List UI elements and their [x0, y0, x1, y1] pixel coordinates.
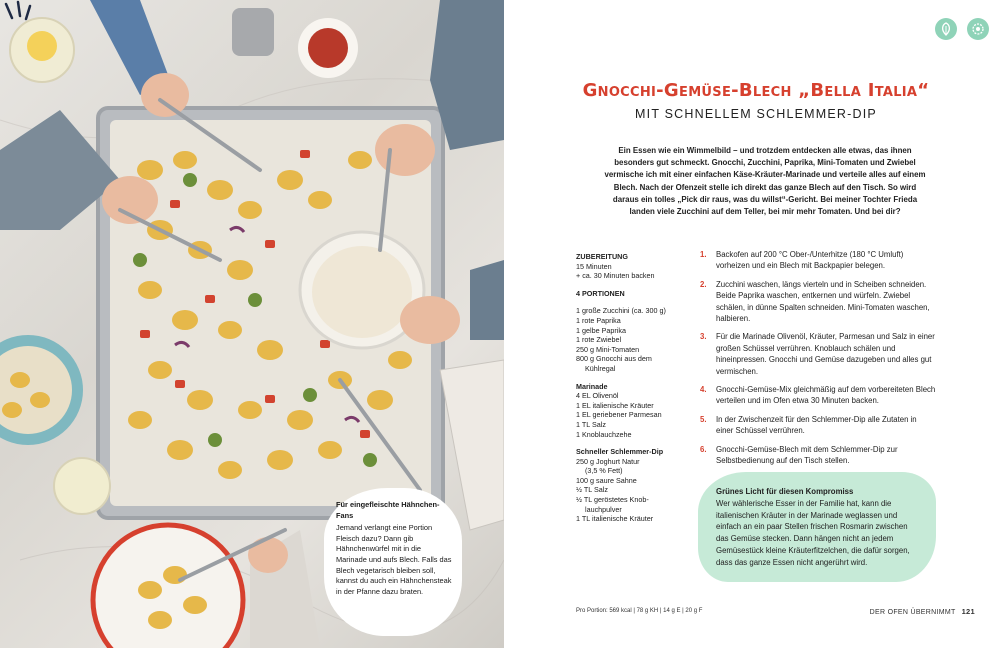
tip-box-title: Grünes Licht für diesen Kompromiss — [716, 487, 854, 496]
step-item — [700, 414, 936, 437]
step-text: Für die Marinade Olivenöl, Kräuter, Parmesan und Salz in einer großen Schüssel verrühren. Knoblauch schälen und hineinpressen. Gnocchi und Gemüse dazugeben und alles gut vermischen. — [716, 332, 935, 376]
ingredient-item: 1 rote Paprika — [576, 315, 621, 325]
vegetarian-leaf-icon — [935, 18, 957, 40]
pepper-grinder — [232, 8, 274, 56]
dip-item-cont: lauchpulver — [585, 504, 622, 514]
step-item — [700, 444, 936, 467]
dip-item: ½ TL Salz — [576, 485, 608, 495]
step-text: Gnocchi-Gemüse-Mix gleichmäßig auf dem vorbereiteten Blech verteilen und im Ofen etwa 30 Minuten backen. — [716, 385, 936, 406]
marinade-label: Marinade — [576, 381, 608, 391]
ingredients-column — [576, 252, 696, 524]
step-number: 5. — [700, 414, 707, 424]
step-text: In der Zwischenzeit für den Schlemmer-Dip alle Zutaten in einer Schüssel verrühren. — [716, 414, 917, 436]
stamp-icon — [967, 18, 989, 40]
step-number: 3. — [700, 332, 707, 342]
marinade-item: 1 Knoblauchzehe — [576, 429, 632, 439]
portions-label: 4 PORTIONEN — [576, 288, 625, 298]
ingredient-item: 1 gelbe Paprika — [576, 325, 626, 335]
ingredient-item: 1 rote Zwiebel — [576, 335, 622, 345]
glass-bottom — [54, 458, 110, 514]
step-number: 2. — [700, 279, 707, 289]
steps-list — [700, 249, 936, 474]
dip-item: 250 g Joghurt Natur — [576, 456, 640, 466]
prep-time: 15 Minuten — [576, 261, 612, 271]
dip-item: 1 TL italienische Kräuter — [576, 514, 654, 524]
step-text: Zucchini waschen, längs vierteln und in Scheiben schneiden. Beide Paprika waschen, entkernen und würfeln. Zwiebel schälen, in dünne Spalten schneiden. Mini-Tomaten waschen, halbieren. — [716, 279, 930, 324]
recipe-title: Gnocchi-Gemüse-Blech „Bella Italia“ — [582, 80, 930, 101]
tip-bubble — [324, 488, 462, 636]
tip-bubble-text: Jemand verlangt eine Portion Fleisch dazu? Dann gib Hähnchenwürfel mit in die Marinade und aufs Blech. Falls das Blech vegetarisch bleiben soll, kannst du auch ein Hähnchensteak in der Pfanne dazu braten. — [336, 523, 452, 596]
step-item — [700, 384, 936, 407]
dip-item: 100 g saure Sahne — [576, 475, 637, 485]
page-number: 121 — [961, 607, 975, 616]
tip-bubble-title: Für eingefleischte Hähnchen-Fans — [336, 500, 440, 520]
ingredient-item: 800 g Gnocchi aus dem — [576, 354, 652, 364]
step-number: 6. — [700, 444, 707, 454]
tip-box — [698, 472, 936, 582]
dip-item-cont: (3,5 % Fett) — [585, 466, 623, 476]
recipe-page — [504, 0, 1008, 648]
step-item — [700, 249, 936, 272]
plate-bottom — [93, 525, 243, 648]
ingredient-item-cont: Kühlregal — [585, 363, 616, 373]
nutrition-info: Pro Portion: 569 kcal | 78 g KH | 14 g E | 20 g F — [576, 608, 703, 614]
recipe-subtitle: MIT SCHNELLEM SCHLEMMER-DIP — [635, 107, 877, 121]
dip-item: ½ TL geröstetes Knob- — [576, 495, 649, 505]
step-number: 4. — [700, 385, 707, 395]
accent-marks-icon — [0, 0, 40, 30]
step-item — [700, 279, 936, 325]
step-item — [700, 331, 936, 377]
step-number: 1. — [700, 250, 707, 259]
ingredient-item: 250 g Mini-Tomaten — [576, 344, 640, 354]
arm-right — [470, 260, 504, 340]
marinade-item: 1 EL geriebener Parmesan — [576, 410, 662, 420]
page-footer — [870, 607, 975, 616]
prep-label: ZUBEREITUNG — [576, 252, 628, 261]
section-title: DER OFEN ÜBERNIMMT — [869, 609, 956, 616]
bake-time: + ca. 30 Minuten backen — [576, 271, 655, 281]
marinade-item: 4 EL Olivenöl — [576, 391, 619, 401]
dip-label: Schneller Schlemmer-Dip — [576, 447, 664, 457]
marinade-item: 1 TL Salz — [576, 419, 606, 429]
ingredient-item: 1 große Zucchini (ca. 300 g) — [576, 306, 666, 316]
tip-box-text: Wer wählerische Esser in der Familie hat, kann die italienischen Kräuter in der Marinade weglassen und einfach an ein paar Stellen frischen Rosmarin zwischen das Gemüse stecken. Dann hängen nicht an jedem Gemüsestück kleine Kräuterfitzelchen, die dafür sorgen, dass das ganze Essen nicht angerührt wird. — [716, 498, 910, 567]
intro-text: Ein Essen wie ein Wimmelbild – und trotzdem entdecken alle etwas, das ihnen besonders gut schmeckt. Gnocchi, Zucchini, Paprika, Mini-Tomaten und Zwiebel vermische ich mit einer einfachen Käse-Kräuter-Marinade und verteile alles auf einem Blech. Nach der Ofenzeit stelle ich direkt das ganze Blech auf den Tisch. So wird daraus ein tolles „Pick dir raus, was du willst“-Gericht. Bei meiner Tochter Frieda landen viele Zucchini auf dem Teller, bei mir mehr Tomaten. Und bei dir? — [604, 146, 926, 217]
step-text: Gnocchi-Gemüse-Blech mit dem Schlemmer-Dip zur Selbstbedienung auf den Tisch stellen. — [716, 444, 898, 466]
step-text: Backofen auf 200 °C Ober-/Unterhitze (180 °C Umluft) vorheizen und ein Blech mit Backpapier belegen. — [716, 250, 904, 271]
marinade-item: 1 EL italienische Kräuter — [576, 400, 654, 410]
